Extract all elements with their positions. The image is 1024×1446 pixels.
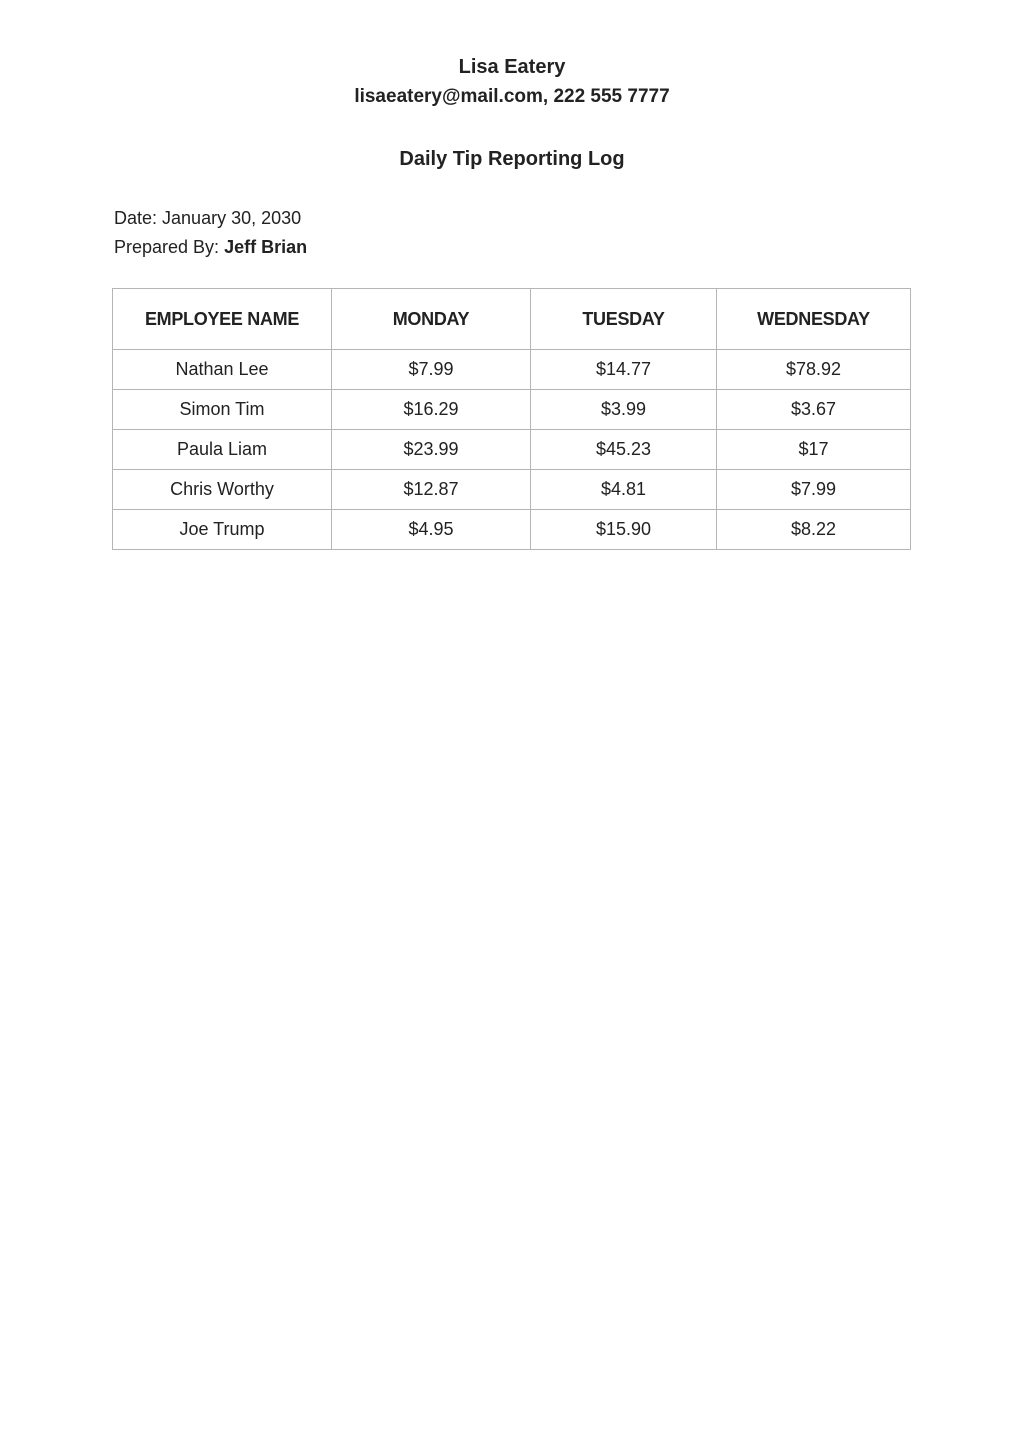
employee-name-cell: Simon Tim: [113, 390, 332, 430]
prepared-by-label: Prepared By:: [114, 237, 225, 257]
wednesday-cell: $78.92: [717, 350, 911, 390]
wednesday-cell: $7.99: [717, 470, 911, 510]
table-row: [113, 510, 911, 550]
monday-cell: $12.87: [332, 470, 531, 510]
monday-cell: $23.99: [332, 430, 531, 470]
company-contact: lisaeatery@mail.com, 222 555 7777: [354, 86, 670, 107]
company-name: Lisa Eatery: [458, 56, 566, 78]
date-value: January 30, 2030: [162, 208, 302, 228]
column-header-employee-name: EMPLOYEE NAME: [113, 289, 332, 350]
monday-cell: $16.29: [332, 390, 531, 430]
tuesday-cell: $14.77: [531, 350, 717, 390]
monday-cell: $7.99: [332, 350, 531, 390]
column-header-monday: MONDAY: [332, 289, 531, 350]
table-row: [113, 390, 911, 430]
prepared-by-line: [114, 235, 307, 259]
column-header-wednesday: WEDNESDAY: [717, 289, 911, 350]
tuesday-cell: $45.23: [531, 430, 717, 470]
table-row: [113, 350, 911, 390]
table-row: [113, 430, 911, 470]
date-label: Date:: [114, 208, 163, 228]
tuesday-cell: $3.99: [531, 390, 717, 430]
tip-log-table: [112, 288, 911, 550]
prepared-by-value: Jeff Brian: [224, 237, 308, 257]
employee-name-cell: Joe Trump: [113, 510, 332, 550]
wednesday-cell: $17: [717, 430, 911, 470]
date-line: [114, 206, 301, 230]
document-title: Daily Tip Reporting Log: [399, 148, 625, 170]
employee-name-cell: Paula Liam: [113, 430, 332, 470]
wednesday-cell: $3.67: [717, 390, 911, 430]
column-header-tuesday: TUESDAY: [531, 289, 717, 350]
tuesday-cell: $15.90: [531, 510, 717, 550]
wednesday-cell: $8.22: [717, 510, 911, 550]
employee-name-cell: Chris Worthy: [113, 470, 332, 510]
table-row: [113, 470, 911, 510]
monday-cell: $4.95: [332, 510, 531, 550]
table-header-row: [113, 289, 911, 350]
tuesday-cell: $4.81: [531, 470, 717, 510]
employee-name-cell: Nathan Lee: [113, 350, 332, 390]
